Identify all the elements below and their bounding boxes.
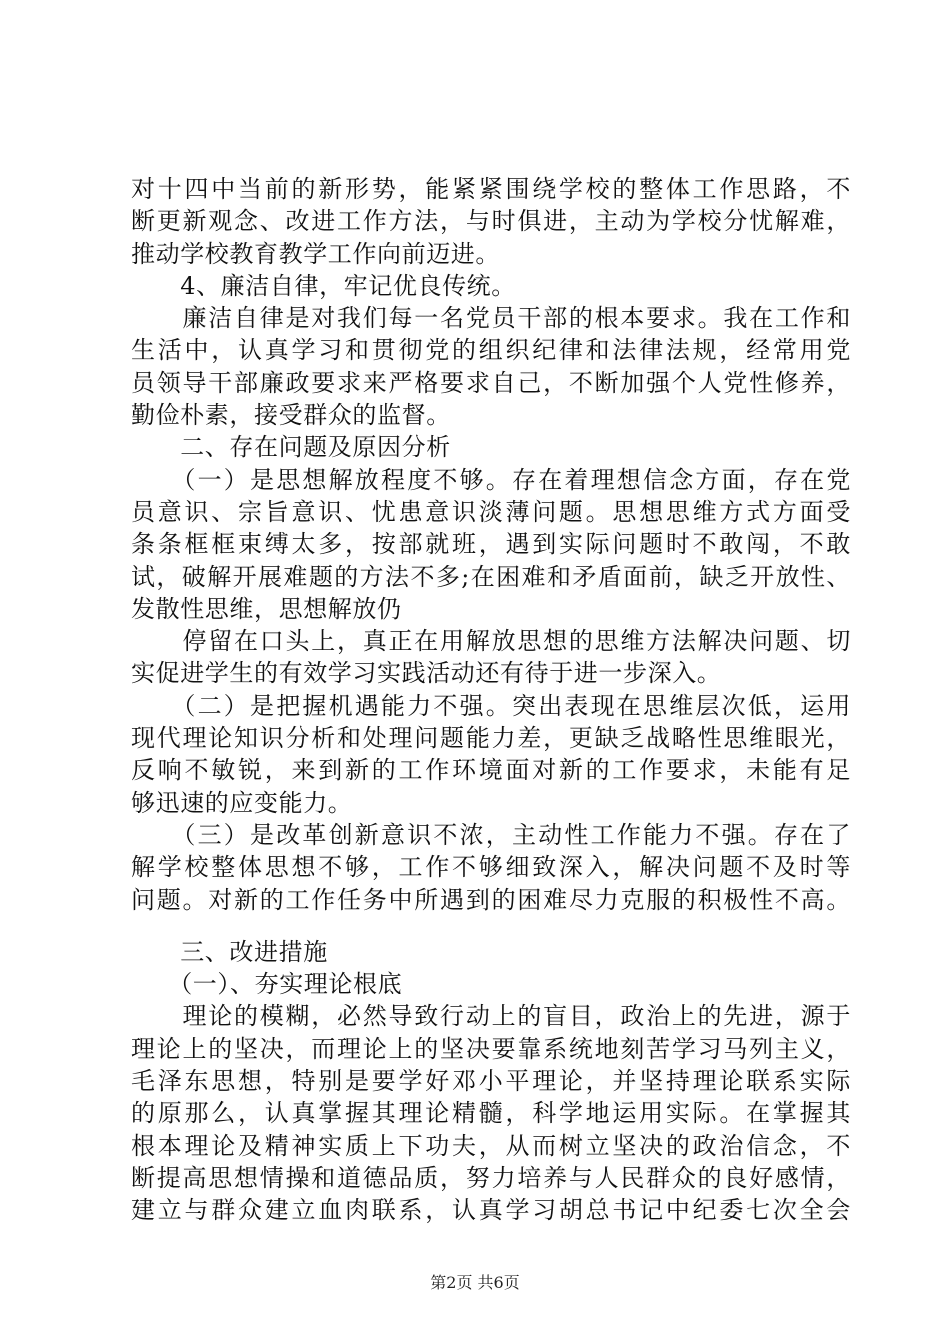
section-heading: 4、廉洁自律，牢记优良传统。: [131, 271, 516, 300]
text-line: 停留在口头上，真正在用解放思想的思维方法解决问题、切: [131, 627, 851, 656]
section-heading: 二、存在问题及原因分析: [131, 433, 451, 462]
text-line: 解学校整体思想不够，工作不够细致深入，解决问题不及时等: [131, 853, 851, 882]
text-line: 推动学校教育教学工作向前迈进。: [131, 239, 500, 268]
text-line: 根本理论及精神实质上下功夫，从而树立坚决的政治信念，不: [131, 1131, 851, 1160]
text-line: 发散性思维，思想解放仍: [131, 594, 402, 623]
text-line: 理论上的坚决，而理论上的坚决要靠系统地刻苦学习马列主义，: [131, 1034, 851, 1063]
text-line: 廉洁自律是对我们每一名党员干部的根本要求。我在工作和: [131, 304, 851, 333]
text-line: 理论的模糊，必然导致行动上的盲目，政治上的先进，源于: [131, 1002, 851, 1031]
text-line: 的原那么，认真掌握其理论精髓，科学地运用实际。在掌握其: [131, 1099, 851, 1128]
text-line: 问题。对新的工作任务中所遇到的困难尽力克服的积极性不高。: [131, 885, 851, 914]
text-line: （三）是改革创新意识不浓，主动性工作能力不强。存在了: [131, 820, 851, 849]
text-line: 断提高思想情操和道德品质，努力培养与人民群众的良好感情，: [131, 1163, 851, 1192]
page-number: 第2页 共6页: [430, 1273, 520, 1292]
text-line: 实促进学生的有效学习实践活动还有待于进一步深入。: [131, 659, 722, 688]
text-line: 够迅速的应变能力。: [131, 788, 353, 817]
text-line: 建立与群众建立血肉联系，认真学习胡总书记中纪委七次全会: [131, 1196, 851, 1225]
text-line: 反响不敏锐，来到新的工作环境面对新的工作要求，未能有足: [131, 756, 851, 785]
text-line: 条条框框束缚太多，按部就班，遇到实际问题时不敢闯，不敢: [131, 530, 851, 559]
text-line: 生活中，认真学习和贯彻党的组织纪律和法律法规，经常用党: [131, 336, 851, 365]
document-body: [131, 173, 851, 1227]
subsection-heading: （一）、夯实理论根底: [131, 970, 403, 999]
text-line: 员领导干部廉政要求来严格要求自己，不断加强个人党性修养，: [131, 368, 851, 397]
text-line: 员意识、宗旨意识、忧患意识淡薄问题。思想思维方式方面受: [131, 497, 851, 526]
text-line: 勤俭朴素，接受群众的监督。: [131, 401, 451, 430]
section-heading: 三、改进措施: [131, 937, 328, 966]
text-line: 试，破解开展难题的方法不多;在困难和矛盾面前，缺乏开放性、: [131, 562, 851, 591]
text-line: 毛泽东思想，特别是要学好邓小平理论，并坚持理论联系实际: [131, 1067, 851, 1096]
text-line: （二）是把握机遇能力不强。突出表现在思维层次低，运用: [131, 691, 851, 720]
paragraph-gap: [131, 916, 851, 936]
text-line: 断更新观念、改进工作方法，与时俱进，主动为学校分忧解难，: [131, 207, 851, 236]
text-line: 现代理论知识分析和处理问题能力差，更缺乏战略性思维眼光，: [131, 724, 851, 753]
text-line: （一）是思想解放程度不够。存在着理想信念方面，存在党: [131, 465, 851, 494]
text-line: 对十四中当前的新形势，能紧紧围绕学校的整体工作思路，不: [131, 175, 851, 203]
